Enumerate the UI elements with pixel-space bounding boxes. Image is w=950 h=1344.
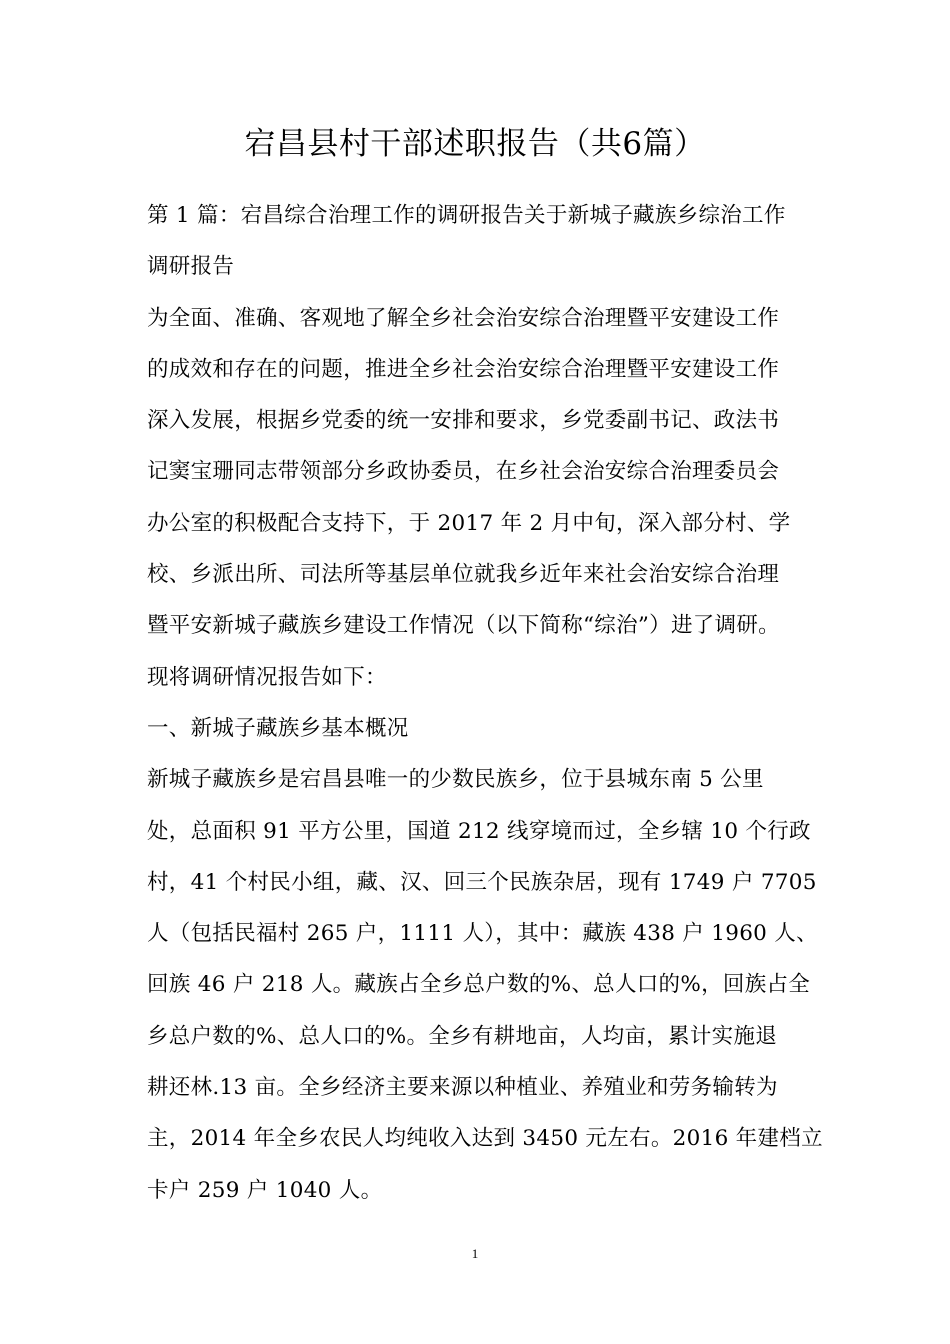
section-heading: 一、新城子藏族乡基本概况 (147, 715, 409, 741)
text-line: 办公室的积极配合支持下，于 2017 年 2 月中旬，深入部分村、学 (147, 510, 791, 536)
page-number: 1 (471, 1246, 479, 1261)
text-line: 调研报告 (147, 254, 235, 280)
text-line: 村，41 个村民小组，藏、汉、回三个民族杂居，现有 1749 户 7705 (147, 869, 817, 895)
text-line: 处，总面积 91 平方公里，国道 212 线穿境而过，全乡辖 10 个行政 (147, 818, 811, 844)
document-title: 宕昌县村干部述职报告（共6篇） (244, 126, 706, 162)
text-line: 主，2014 年全乡农民人均纯收入达到 3450 元左右。2016 年建档立 (147, 1126, 823, 1152)
text-line: 卡户 259 户 1040 人。 (147, 1177, 383, 1203)
text-line: 耕还林.13 亩。全乡经济主要来源以种植业、养殖业和劳务输转为 (147, 1075, 778, 1101)
text-line: 现将调研情况报告如下： (147, 664, 387, 690)
text-line: 记窦宝珊同志带领部分乡政协委员，在乡社会治安综合治理委员会 (147, 459, 780, 485)
text-line: 新城子藏族乡是宕昌县唯一的少数民族乡，位于县城东南 5 公里 (147, 767, 764, 793)
text-line: 回族 46 户 218 人。藏族占全乡总户数的%、总人口的%，回族占全 (147, 972, 811, 998)
text-line: 乡总户数的%、总人口的%。全乡有耕地亩，人均亩，累计实施退 (147, 1023, 778, 1049)
text-line: 暨平安新城子藏族乡建设工作情况（以下简称“综治”）进了调研。 (147, 613, 780, 639)
text-line: 的成效和存在的问题，推进全乡社会治安综合治理暨平安建设工作 (147, 356, 780, 382)
text-line: 为全面、准确、客观地了解全乡社会治安综合治理暨平安建设工作 (147, 305, 780, 331)
document-body (147, 190, 823, 1216)
text-line: 校、乡派出所、司法所等基层单位就我乡近年来社会治安综合治理 (147, 562, 780, 588)
text-line: 深入发展，根据乡党委的统一安排和要求，乡党委副书记、政法书 (147, 408, 780, 434)
text-line: 人（包括民福村 265 户，1111 人），其中：藏族 438 户 1960 人、 (147, 921, 818, 947)
text-line: 第 1 篇：宕昌综合治理工作的调研报告关于新城子藏族乡综治工作 (147, 203, 786, 228)
